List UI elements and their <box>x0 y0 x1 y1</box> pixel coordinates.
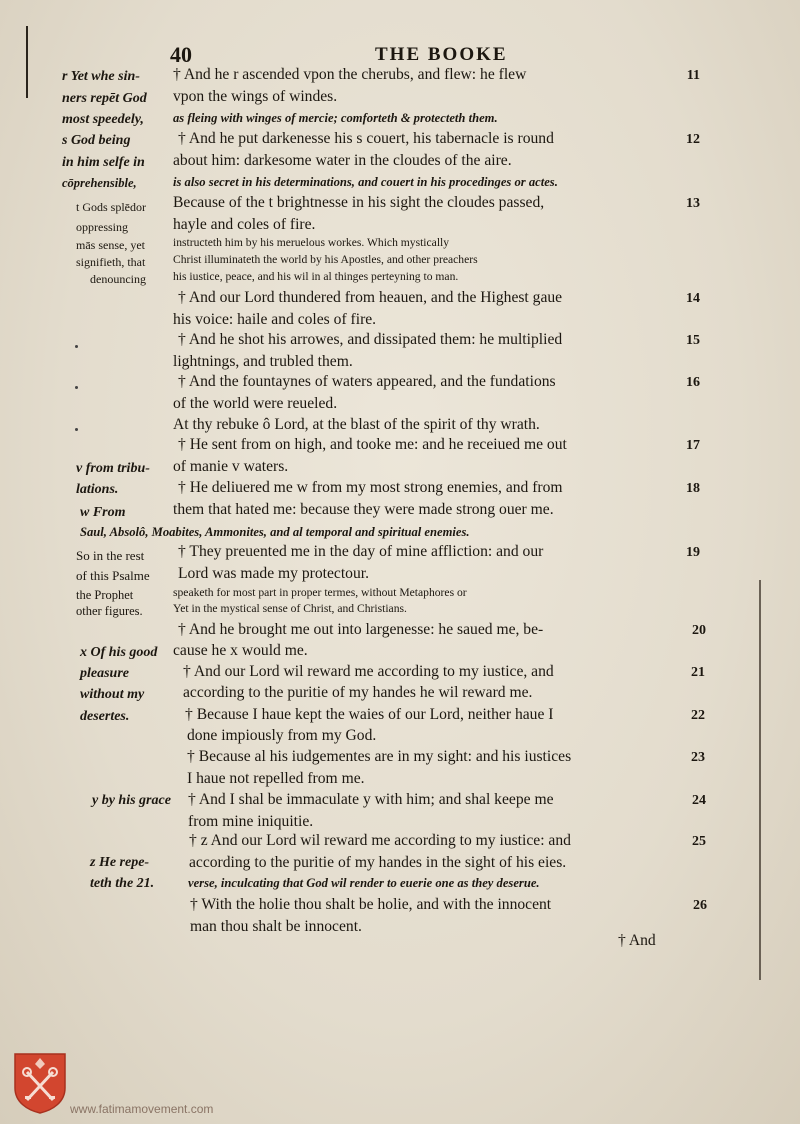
text-line: vpon the wings of windes. <box>173 88 338 105</box>
text-line: from mine iniquitie. <box>188 813 314 830</box>
annotation-line: Yet in the mystical sense of Christ, and Christians. <box>173 602 407 615</box>
margin-note: lations. <box>76 482 119 497</box>
margin-note: v from tribu- <box>76 461 150 476</box>
margin-note: pleasure <box>80 666 129 681</box>
margin-dot <box>75 345 78 348</box>
papal-keys-seal-icon <box>13 1052 67 1114</box>
text-line: hayle and coles of fire. <box>173 216 316 233</box>
verse-number: 17 <box>686 438 700 453</box>
verse-number: 25 <box>692 834 706 849</box>
verse-number: 14 <box>686 291 700 306</box>
text-line: † They preuented me in the day of mine affliction: and our <box>178 543 544 560</box>
margin-note: of this Psalme <box>76 568 150 583</box>
annotation-line: verse, inculcating that God wil render to euerie one as they deserue. <box>188 876 540 890</box>
margin-note: desertes. <box>80 709 130 724</box>
text-line: † And the fountaynes of waters appeared, and the fundations <box>178 373 556 390</box>
margin-note: x Of his good <box>80 645 158 660</box>
running-head: THE BOOKE <box>375 44 508 65</box>
text-line: cause he x would me. <box>173 642 308 659</box>
text-line: them that hated me: because they were made strong ouer me. <box>173 501 554 518</box>
text-line: according to the puritie of my handes he wil reward me. <box>183 684 533 701</box>
text-line: Lord was made my protectour. <box>178 565 369 582</box>
text-line: according to the puritie of my handes in the sight of his eies. <box>189 854 567 871</box>
margin-note: s God being <box>62 133 131 148</box>
margin-note: z He repe- <box>90 855 150 870</box>
text-line: At thy rebuke ô Lord, at the blast of the spirit of thy wrath. <box>173 416 540 433</box>
margin-note: the Prophet <box>76 588 134 602</box>
text-line: † And our Lord wil reward me according to my iustice, and <box>183 663 554 680</box>
verse-number: 18 <box>686 481 700 496</box>
text-line: about him: darkesome water in the cloudes of the aire. <box>173 152 512 169</box>
text-line: † He deliuered me w from my most strong enemies, and from <box>178 479 563 496</box>
verse-number: 21 <box>691 665 705 680</box>
catchword: † And <box>618 932 656 949</box>
margin-note: without my <box>80 687 145 702</box>
margin-note: other figures. <box>76 604 143 618</box>
text-line: † Because al his iudgementes are in my sight: and his iustices <box>187 748 572 765</box>
text-line: † And our Lord thundered from heauen, and the Highest gaue <box>178 289 563 306</box>
text-line: lightnings, and trubled them. <box>173 353 353 370</box>
verse-number: 22 <box>691 708 705 723</box>
text-line: of the world were reueled. <box>173 395 338 412</box>
verse-number: 13 <box>686 196 700 211</box>
verse-number: 16 <box>686 375 700 390</box>
margin-note: most speedely, <box>62 112 144 127</box>
margin-note: ners repēt God <box>62 91 147 106</box>
text-line: † z And our Lord wil reward me according to my iustice: and <box>189 832 571 849</box>
text-line: † And I shal be immaculate y with him; and shal keepe me <box>188 791 554 808</box>
annotation-line: Saul, Absolô, Moabites, Ammonites, and al temporal and spiritual enemies. <box>80 525 470 539</box>
page-number: 40 <box>170 42 192 67</box>
annotation-line: speaketh for most part in proper termes, without Metaphores or <box>173 586 467 599</box>
text-line: † With the holie thou shalt be holie, and with the innocent <box>190 896 552 913</box>
verse-number: 19 <box>686 545 700 560</box>
margin-note: denouncing <box>90 272 146 286</box>
margin-note: signifieth, that <box>76 255 146 269</box>
verse-number: 23 <box>691 750 705 765</box>
footer-website[interactable]: www.fatimamovement.com <box>70 1102 214 1116</box>
verse-number: 15 <box>686 333 700 348</box>
text-line: I haue not repelled from me. <box>187 770 365 787</box>
page-header <box>170 42 690 66</box>
margin-note: oppressing <box>76 220 128 234</box>
right-rule <box>759 580 761 980</box>
text-line: man thou shalt be innocent. <box>190 918 362 935</box>
verse-number: 20 <box>692 623 706 638</box>
margin-note: w From <box>80 505 126 520</box>
annotation-line: his iustice, peace, and his wil in al thinges perteyning to man. <box>173 270 459 283</box>
margin-dot <box>75 386 78 389</box>
text-line: his voice: haile and coles of fire. <box>173 311 377 328</box>
annotation-line: as fleing with winges of mercie; comforteth & protecteth them. <box>173 111 498 125</box>
annotation-line: Christ illuminateth the world by his Apostles, and other preachers <box>173 253 478 266</box>
text-line: † And he shot his arrowes, and dissipated them: he multiplied <box>178 331 563 348</box>
margin-note: cōprehensible, <box>62 176 137 190</box>
text-line: † Because I haue kept the waies of our Lord, neither haue I <box>185 706 554 723</box>
text-line: of manie v waters. <box>173 458 289 475</box>
margin-note: y by his grace <box>92 793 171 808</box>
text-line: done impiously from my God. <box>187 727 377 744</box>
margin-note: r Yet whe sin- <box>62 69 140 84</box>
margin-note: teth the 21. <box>90 876 155 891</box>
verse-number: 12 <box>686 132 700 147</box>
text-line: Because of the t brightnesse in his sight the cloudes passed, <box>173 194 545 211</box>
text-line: † And he put darkenesse his s couert, his tabernacle is round <box>178 130 554 147</box>
verse-number: 24 <box>692 793 706 808</box>
verse-number: 11 <box>686 68 700 83</box>
text-line: † He sent from on high, and tooke me: and he receiued me out <box>178 436 567 453</box>
text-line: † And he brought me out into largenesse: he saued me, be- <box>178 621 544 638</box>
margin-note: mās sense, yet <box>76 238 145 252</box>
left-rule <box>26 26 28 98</box>
margin-note: So in the rest <box>76 548 145 563</box>
margin-note: t Gods splēdor <box>76 200 146 214</box>
margin-dot <box>75 428 78 431</box>
margin-note: in him selfe in <box>62 155 145 170</box>
verse-number: 26 <box>693 898 707 913</box>
text-line: † And he r ascended vpon the cherubs, and flew: he flew <box>173 66 527 83</box>
annotation-line: is also secret in his determinations, and couert in his procedinges or actes. <box>173 175 558 189</box>
annotation-line: instructeth him by his meruelous workes. Which mystically <box>173 236 450 249</box>
